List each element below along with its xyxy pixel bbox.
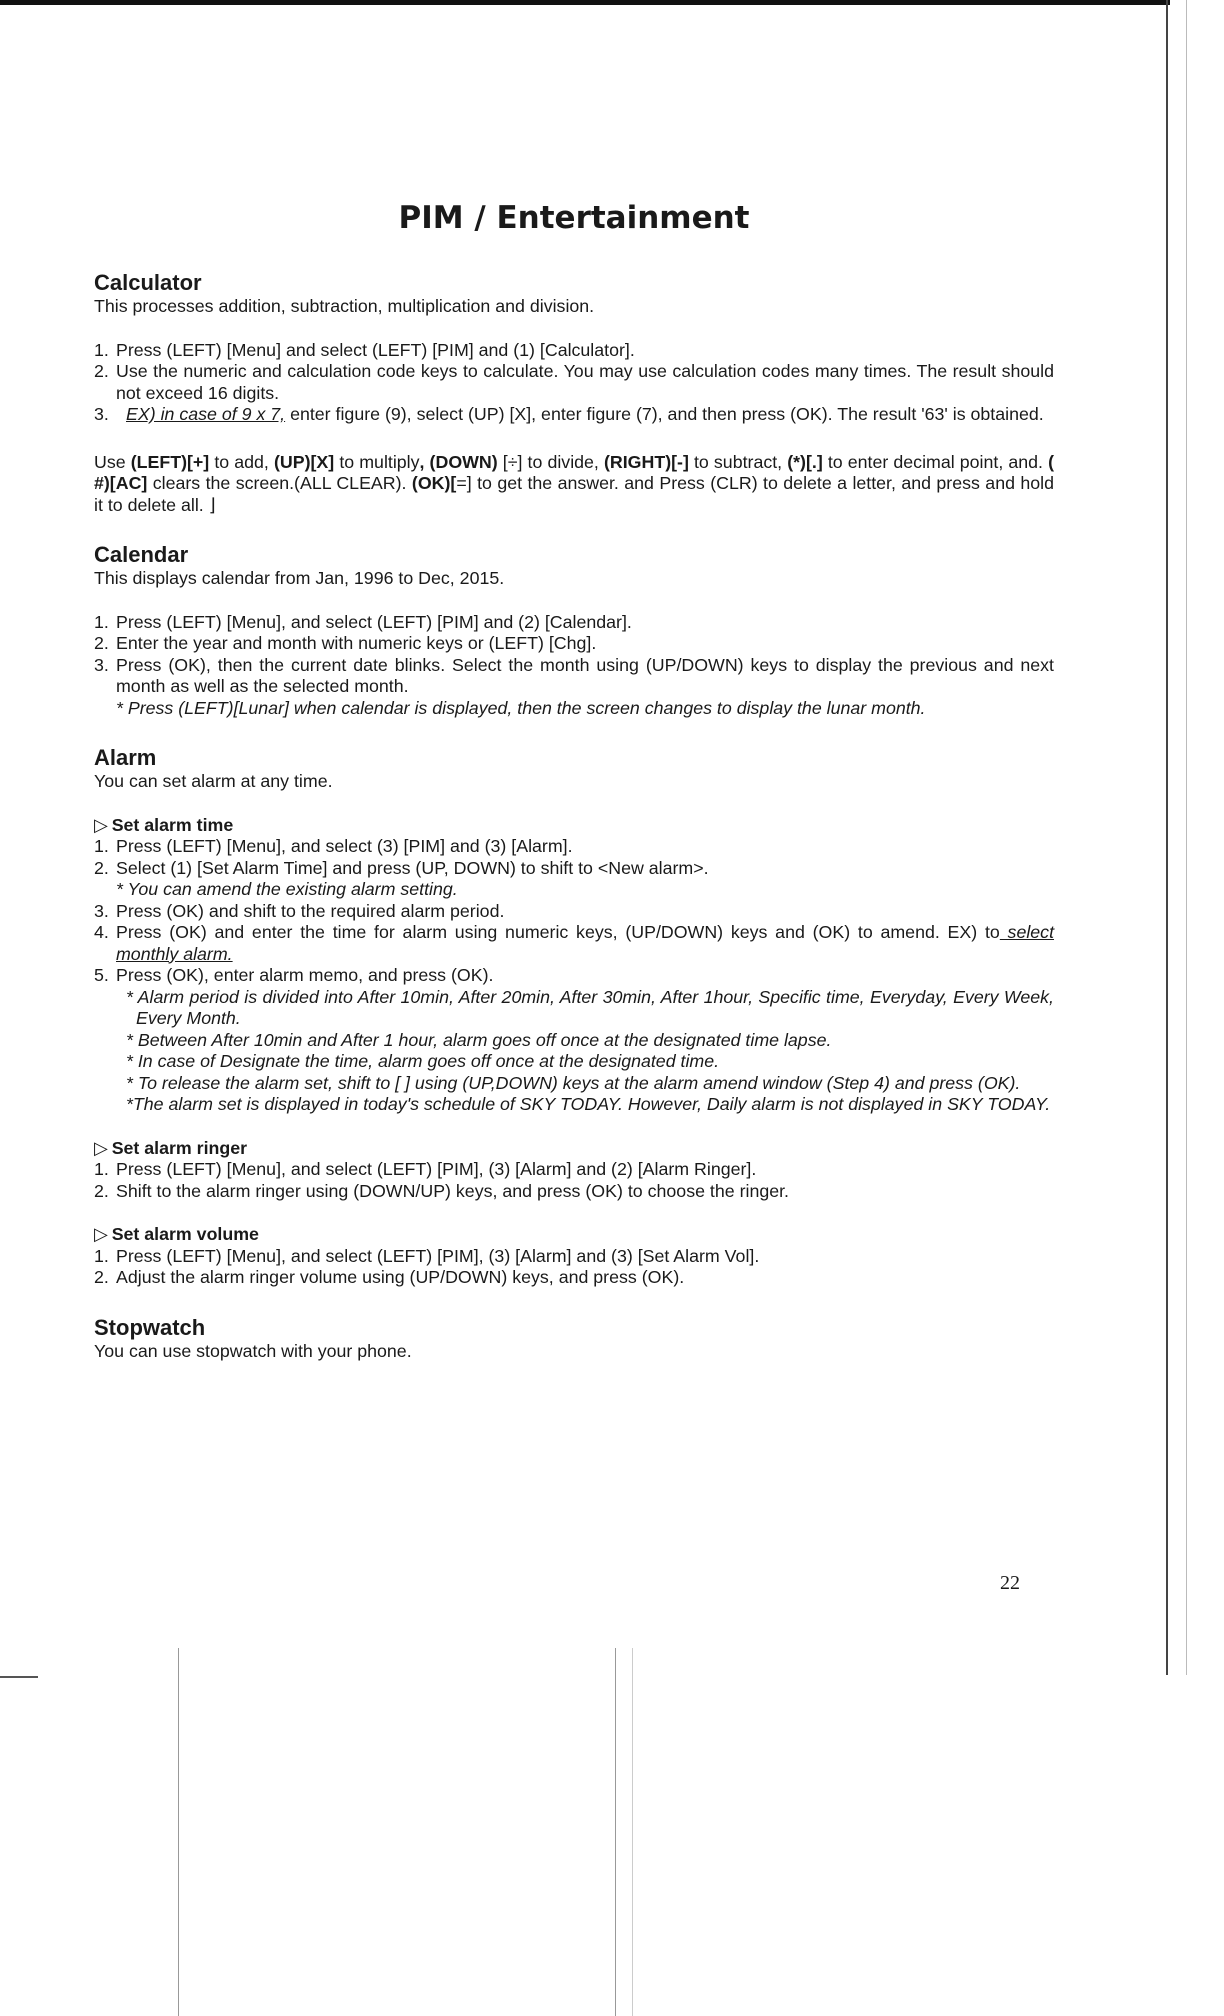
set-alarm-time-steps bbox=[94, 836, 1054, 879]
alarm-heading: Alarm bbox=[94, 745, 157, 770]
list-item: 5. Press (OK), enter alarm memo, and press (OK). bbox=[94, 965, 494, 985]
list-item: 2. Shift to the alarm ringer using (DOWN/UP) keys, and press (OK) to choose the ringer. bbox=[94, 1180, 789, 1201]
list-item: 2. Enter the year and month with numeric keys or (LEFT) [Chg]. bbox=[94, 633, 597, 653]
alarm-note: * Between After 10min and After 1 hour, alarm goes off once at the designated time lapse. bbox=[126, 1029, 832, 1050]
calendar-section bbox=[94, 542, 1054, 719]
list-item: 1. Press (LEFT) [Menu], and select (3) [PIM] and (3) [Alarm]. bbox=[94, 836, 573, 856]
document-page bbox=[94, 190, 1054, 1362]
alarm-section bbox=[94, 745, 1054, 1289]
calendar-steps bbox=[94, 612, 1054, 698]
list-item: 1. Press (LEFT) [Menu], and select (LEFT) [PIM] and (2) [Calendar]. bbox=[94, 611, 632, 632]
list-item: 3. Press (OK), then the current date blinks. Select the month using (UP/DOWN) keys to display the previous and next month as well as the selected month. bbox=[94, 654, 1054, 696]
scan-line bbox=[178, 1648, 179, 2016]
top-border bbox=[0, 0, 1170, 5]
list-item: 1. Press (LEFT) [Menu] and select (LEFT) [PIM] and (1) [Calculator]. bbox=[94, 339, 635, 360]
page-title: PIM / Entertainment bbox=[398, 200, 750, 236]
alarm-note: *The alarm set is displayed in today's schedule of SKY TODAY. However, Daily alarm is not displayed in SKY TODAY. bbox=[126, 1094, 1051, 1114]
list-item: 1. Press (LEFT) [Menu], and select (LEFT) [PIM], (3) [Alarm] and (3) [Set Alarm Vol]. bbox=[94, 1245, 760, 1266]
calculator-steps bbox=[94, 340, 1054, 426]
calculator-section bbox=[94, 270, 1054, 516]
example-text: EX) in case of 9 x 7, bbox=[126, 404, 286, 424]
list-item: 2. Adjust the alarm ringer volume using (UP/DOWN) keys, and press (OK). bbox=[94, 1267, 685, 1287]
alarm-note: * You can amend the existing alarm setting. bbox=[116, 879, 458, 899]
alarm-intro: You can set alarm at any time. bbox=[94, 771, 333, 791]
set-alarm-volume-heading: ▷ Set alarm volume bbox=[94, 1224, 259, 1244]
list-item: 1. Press (LEFT) [Menu], and select (LEFT) [PIM], (3) [Alarm] and (2) [Alarm Ringer]. bbox=[94, 1159, 757, 1179]
set-alarm-ringer-steps bbox=[94, 1159, 1054, 1202]
set-alarm-ringer-heading: ▷ Set alarm ringer bbox=[94, 1137, 248, 1158]
corner-mark bbox=[0, 1676, 38, 1678]
triangle-icon: ▷ bbox=[94, 1224, 108, 1244]
set-alarm-time-heading: ▷ Set alarm time bbox=[94, 814, 234, 835]
set-alarm-time-steps-cont bbox=[94, 901, 1054, 987]
set-alarm-volume-steps bbox=[94, 1246, 1054, 1289]
scan-line bbox=[632, 1648, 633, 2016]
list-item: 2. Select (1) [Set Alarm Time] and press (UP, DOWN) to shift to <New alarm>. bbox=[94, 857, 709, 878]
alarm-note: * In case of Designate the time, alarm goes off once at the designated time. bbox=[126, 1051, 720, 1071]
stopwatch-heading: Stopwatch bbox=[94, 1314, 206, 1340]
list-item: 4. Press (OK) and enter the time for alarm using numeric keys, (UP/DOWN) keys and (OK) to amend. EX) to select monthly alarm. bbox=[94, 922, 1055, 964]
triangle-icon: ▷ bbox=[94, 1137, 108, 1158]
calendar-note: * Press (LEFT)[Lunar] when calendar is displayed, then the screen changes to display the lunar month. bbox=[116, 697, 926, 718]
monthly-alarm-link: select monthly alarm. bbox=[116, 922, 1055, 964]
page-edge-line bbox=[1166, 0, 1168, 1675]
calendar-heading: Calendar bbox=[94, 542, 189, 567]
list-item: 3. EX) in case of 9 x 7, enter figure (9), select (UP) [X], enter figure (7), and then press (OK). The result '63' is obtained. bbox=[94, 404, 1044, 424]
list-item: 2. Use the numeric and calculation code keys to calculate. You may use calculation codes many times. The result should not exceed 16 digits. bbox=[94, 361, 1054, 403]
calculator-usage: Use (LEFT)[+] to add, (UP)[X] to multiply, (DOWN) [÷] to divide, (RIGHT)[-] to subtract, (*)[.] to enter decimal point, and. ( #)[AC] clears the screen.(ALL CLEAR). (OK)[=] to get the answer. and Press (CLR) to delete a letter, and press and hold it to delete all. ⌋ bbox=[94, 451, 1055, 515]
alarm-note: * Alarm period is divided into After 10min, After 20min, After 30min, After 1hour, Specific time, Everyday, Every Week, Every Month. bbox=[126, 986, 1054, 1028]
page-edge-line-faint bbox=[1186, 0, 1187, 1675]
list-item: 3. Press (OK) and shift to the required alarm period. bbox=[94, 900, 505, 921]
scan-line bbox=[615, 1648, 616, 2016]
alarm-note: * To release the alarm set, shift to [ ] using (UP,DOWN) keys at the alarm amend window (Step 4) and press (OK). bbox=[126, 1072, 1021, 1093]
calendar-intro: This displays calendar from Jan, 1996 to Dec, 2015. bbox=[94, 568, 505, 588]
page-number: 22 bbox=[1000, 1572, 1020, 1594]
calculator-heading: Calculator bbox=[94, 270, 202, 295]
triangle-icon: ▷ bbox=[94, 814, 108, 835]
stopwatch-intro: You can use stopwatch with your phone. bbox=[94, 1340, 412, 1361]
calculator-intro: This processes addition, subtraction, multiplication and division. bbox=[94, 296, 595, 316]
stopwatch-section bbox=[94, 1315, 1054, 1363]
